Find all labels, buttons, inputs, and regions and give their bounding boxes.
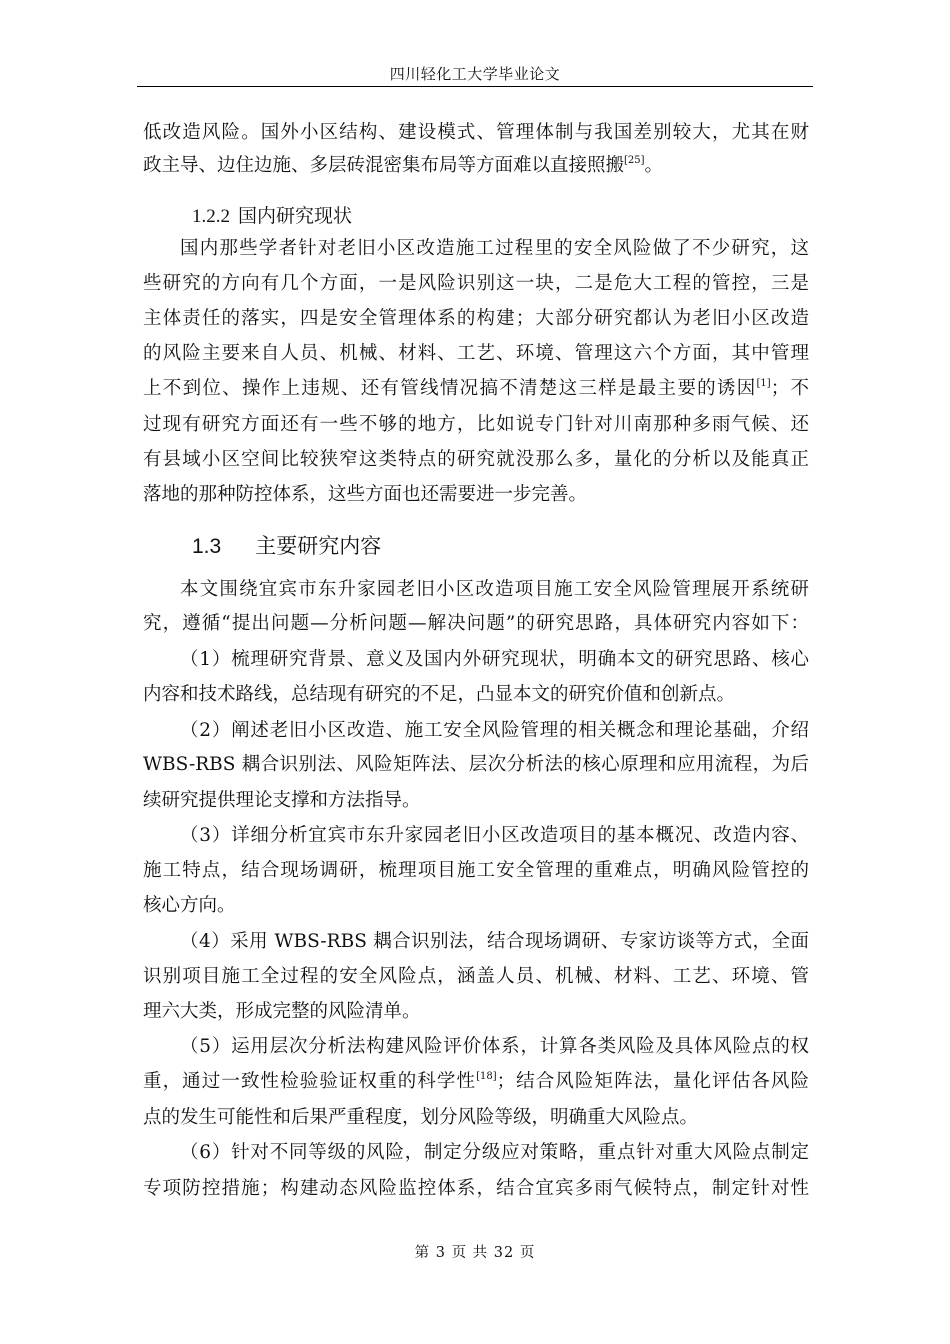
citation-ref: [1] bbox=[756, 377, 771, 389]
body-line: 主体责任的落实，四是安全管理体系的构建；大部分研究都认为老旧小区改造 bbox=[143, 308, 809, 329]
list-item-5: （5）运用层次分析法构建风险评价体系，计算各类风险及具体风险点的权 bbox=[180, 1036, 809, 1057]
body-line: 落地的那种防控体系，这些方面也还需要进一步完善。 bbox=[143, 484, 588, 505]
body-line: 施工特点，结合现场调研，梳理项目施工安全管理的重难点，明确风险管控的 bbox=[143, 860, 809, 881]
section-heading-1-2-2: 1.2.2 国内研究现状 bbox=[192, 205, 353, 227]
citation-ref: [18] bbox=[476, 1070, 497, 1082]
list-item-2: （2）阐述老旧小区改造、施工安全风险管理的相关概念和理论基础，介绍 bbox=[180, 720, 809, 741]
body-line: 些研究的方向有几个方面，一是风险识别这一块，二是危大工程的管控，三是 bbox=[143, 273, 809, 294]
body-line: 内容和技术路线，总结现有研究的不足，凸显本文的研究价值和创新点。 bbox=[143, 684, 736, 705]
body-line: 政主导、边住边施、多层砖混密集布局等方面难以直接照搬[25]。 bbox=[143, 154, 664, 176]
body-line: 识别项目施工全过程的安全风险点，涵盖人员、机械、材料、工艺、环境、管 bbox=[143, 966, 809, 987]
list-item-6: （6）针对不同等级的风险，制定分级应对策略，重点针对重大风险点制定 bbox=[180, 1142, 809, 1163]
body-line: 的风险主要来自人员、机械、材料、工艺、环境、管理这六个方面，其中管理 bbox=[143, 343, 809, 364]
page-header: 四川轻化工大学毕业论文 bbox=[389, 65, 561, 83]
body-line: WBS-RBS 耦合识别法、风险矩阵法、层次分析法的核心原理和应用流程，为后 bbox=[143, 754, 809, 775]
body-line: 理六大类，形成完整的风险清单。 bbox=[143, 1001, 421, 1022]
list-item-3: （3）详细分析宜宾市东升家园老旧小区改造项目的基本概况、改造内容、 bbox=[180, 825, 809, 846]
body-line: 本文围绕宜宾市东升家园老旧小区改造项目施工安全风险管理展开系统研 bbox=[180, 579, 809, 600]
body-line: 专项防控措施；构建动态风险监控体系，结合宜宾多雨气候特点，制定针对性 bbox=[143, 1178, 809, 1199]
page-number: 第 3 页 共 32 页 bbox=[414, 1245, 536, 1261]
body-line: 续研究提供理论支撑和方法指导。 bbox=[143, 790, 421, 811]
body-line: 究，遵循“提出问题—分析问题—解决问题”的研究思路，具体研究内容如下： bbox=[143, 613, 809, 634]
body-line: 重，通过一致性检验验证权重的科学性[18]；结合风险矩阵法，量化评估各风险 bbox=[143, 1070, 809, 1092]
body-line: 点的发生可能性和后果严重程度，划分风险等级，明确重大风险点。 bbox=[143, 1107, 699, 1128]
list-item-4: （4）采用 WBS-RBS 耦合识别法，结合现场调研、专家访谈等方式，全面 bbox=[180, 931, 809, 952]
body-line: 有县域小区空间比较狭窄这类特点的研究就没那么多，量化的分析以及能真正 bbox=[143, 449, 809, 470]
citation-ref: [25] bbox=[624, 154, 645, 166]
body-line: 过现有研究方面还有一些不够的地方，比如说专门针对川南那种多雨气候、还 bbox=[143, 414, 809, 435]
body-line: 上不到位、操作上违规、还有管线情况搞不清楚这三样是最主要的诱因[1]；不 bbox=[143, 377, 809, 399]
body-line: 国内那些学者针对老旧小区改造施工过程里的安全风险做了不少研究，这 bbox=[180, 238, 809, 259]
section-heading-1-3: 1.3 主要研究内容 bbox=[192, 534, 382, 558]
body-line: 核心方向。 bbox=[143, 895, 236, 916]
list-item-1: （1）梳理研究背景、意义及国内外研究现状，明确本文的研究思路、核心 bbox=[180, 649, 809, 670]
body-line: 低改造风险。国外小区结构、建设模式、管理体制与我国差别较大，尤其在财 bbox=[143, 122, 809, 143]
header-rule bbox=[137, 86, 813, 87]
